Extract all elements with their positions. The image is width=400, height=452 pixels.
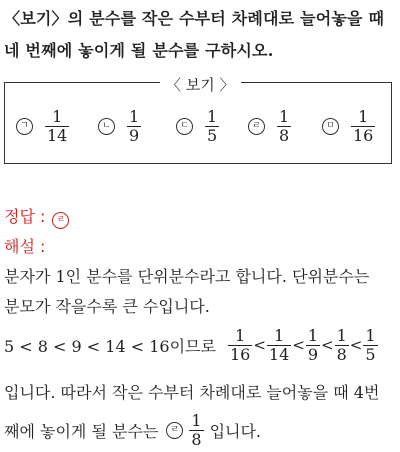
denominator: 5 [365,344,376,364]
option-2 [98,104,141,148]
numerator: 1 [273,325,285,345]
denominator: 14 [47,125,68,145]
numerator: 1 [207,106,218,126]
fraction [351,108,375,145]
answer-line [4,204,81,229]
fraction [45,108,69,145]
line4-post: 입니다. [209,421,262,441]
explanation-line-3: 입니다. 따라서 작은 수부터 차례대로 늘어놓을 때 4번 [4,383,380,402]
fraction [127,108,141,145]
denominator: 8 [191,429,202,449]
denominator: 16 [229,344,251,364]
denominator: 14 [268,344,290,364]
fraction [205,108,219,145]
denominator: 9 [129,125,140,145]
line4-pre: 째에 놓이게 될 분수는 [4,421,159,441]
option-5 [322,104,375,148]
question-line-2: 네 번째에 놓이게 될 분수를 구하시오. [4,41,274,60]
fraction [277,108,291,145]
option-3 [176,104,219,148]
less-than: < [292,336,305,354]
fraction [335,327,349,364]
denominator: 8 [336,344,347,364]
denominator: 8 [279,125,290,145]
circled-mark: ㄱ [16,118,33,135]
fraction [228,327,252,364]
denominator: 9 [307,344,319,364]
numerator: 1 [52,106,63,126]
numerator: 1 [358,106,369,126]
fraction [267,327,291,364]
numerator: 1 [279,106,290,126]
question-line-1: 〈보기〉의 분수를 작은 수부터 차례대로 늘어놓을 때 [4,9,385,28]
example-box-title: 〈 보기 〉 [160,74,241,95]
less-than: < [321,336,334,354]
explanation-line-1: 분자가 1인 분수를 단위분수라고 합니다. 단위분수는 [4,267,370,286]
inequality-text: 5 < 8 < 9 < 14 < 16이므로 [4,336,216,356]
less-than: < [349,336,363,354]
fraction [306,327,320,364]
fraction [189,412,203,449]
explanation-line-4 [4,408,261,452]
answer-mark: ㄹ [52,212,69,229]
circled-mark: ㄴ [98,118,115,135]
circled-mark: ㄷ [176,118,193,135]
denominator: 16 [353,125,374,145]
numerator: 1 [307,325,319,345]
numerator: 1 [129,106,140,126]
numerator: 1 [235,325,246,345]
option-1 [16,104,69,148]
denominator: 5 [207,125,218,145]
circled-mark: ㄹ [248,118,265,135]
fraction [363,327,377,364]
numerator: 1 [191,410,202,430]
numerator: 1 [336,325,347,345]
circled-mark: ㅁ [322,118,339,135]
numerator: 1 [365,325,376,345]
less-than: < [253,336,266,354]
answer-label: 정답 : [4,207,51,226]
inequality-row [4,322,378,368]
explanation-line-2: 분모가 작을수록 큰 수입니다. [4,297,210,316]
circled-mark: ㄹ [166,422,183,439]
explanation-label: 해설 : [4,237,46,256]
option-4 [248,104,291,148]
